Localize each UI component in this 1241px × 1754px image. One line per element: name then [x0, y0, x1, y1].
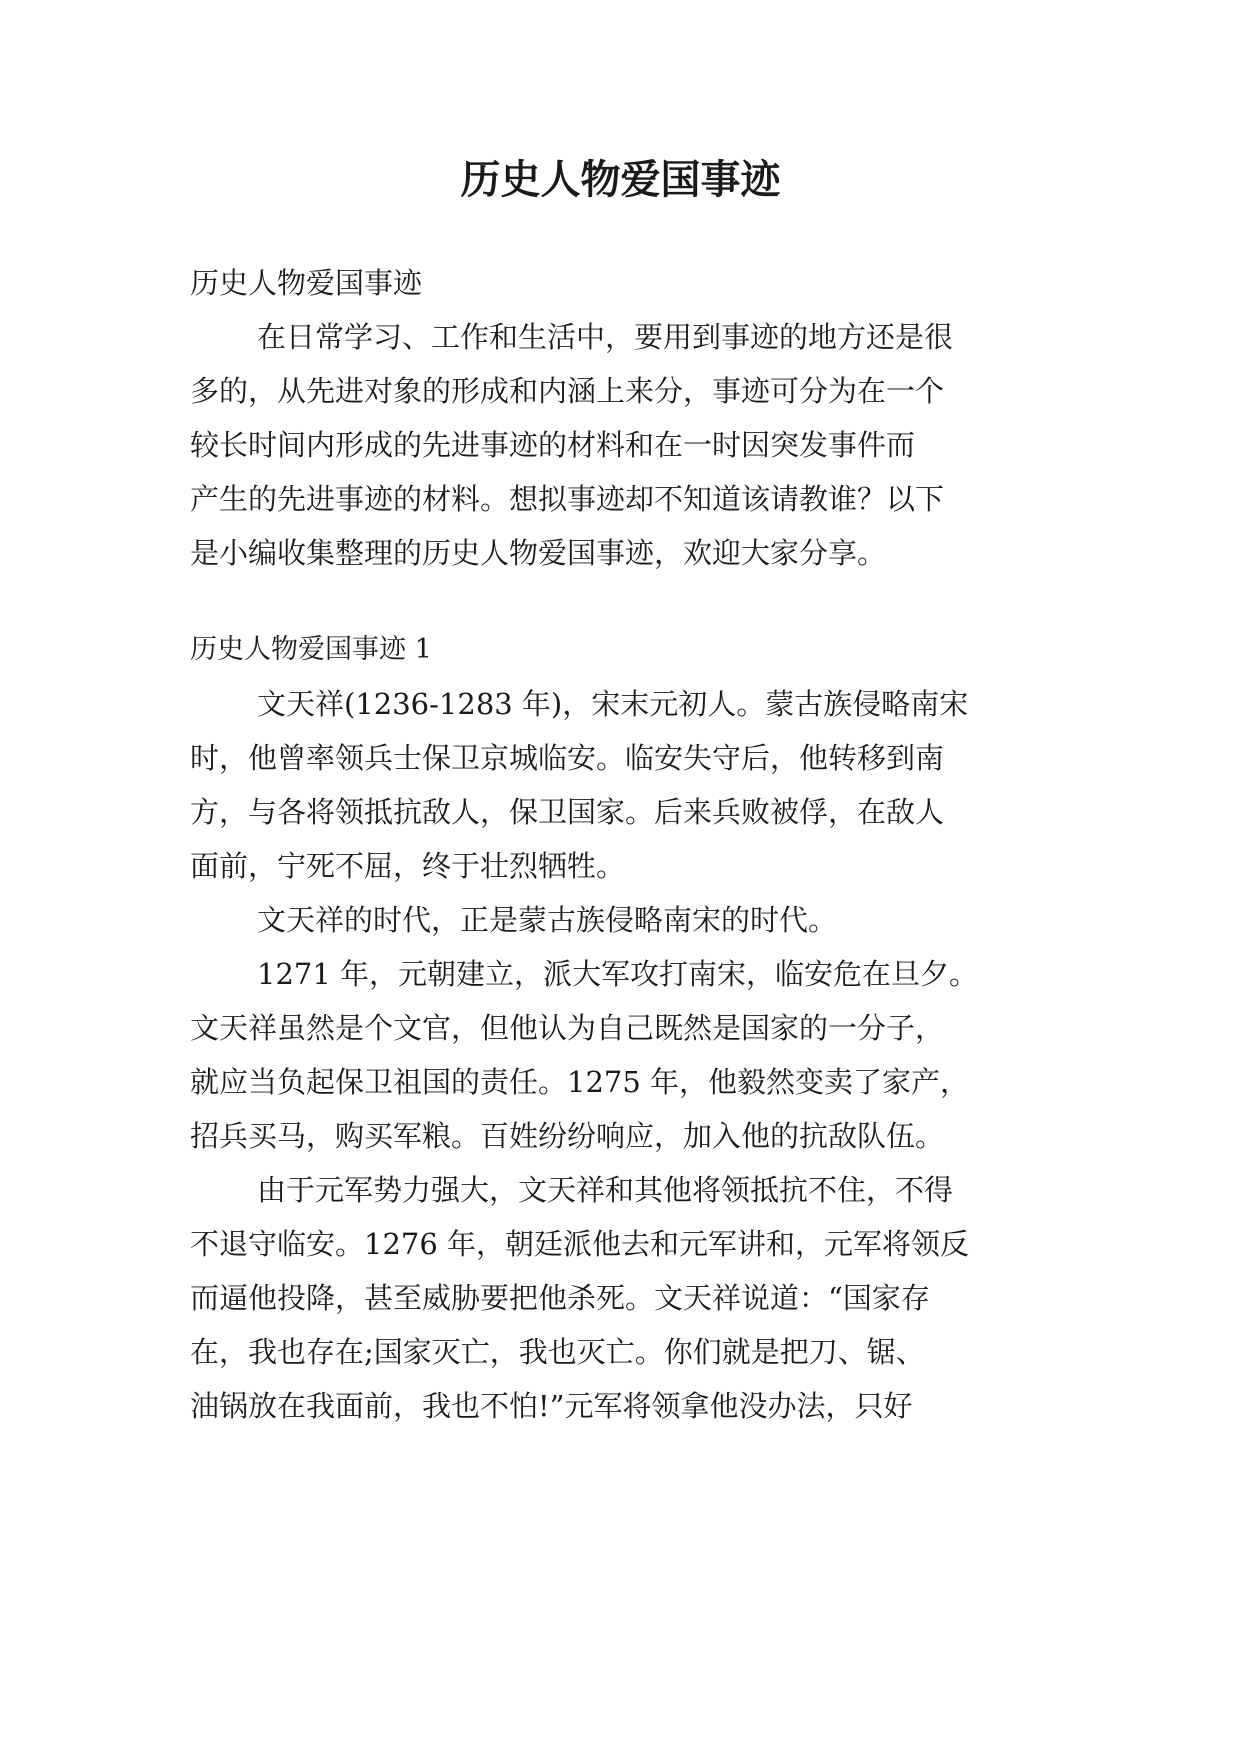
body-line: 不退守临安。1276 年，朝廷派他去和元军讲和，元军将领反: [190, 1227, 970, 1261]
intro-line: 产生的先进事迹的材料。想拟事迹却不知道该请教谁？以下: [190, 482, 945, 516]
body-line: 文天祥(1236-1283 年)，宋末元初人。蒙古族侵略南宋: [257, 687, 969, 721]
body-line: 就应当负起保卫祖国的责任。1275 年，他毅然变卖了家产，: [190, 1065, 970, 1099]
body-line: 在，我也存在;国家灭亡，我也灭亡。你们就是把刀、锯、: [190, 1335, 925, 1369]
body-line: 而逼他投降，甚至威胁要把他杀死。文天祥说道：“国家存: [190, 1281, 930, 1315]
body-line: 文天祥虽然是个文官，但他认为自己既然是国家的一分子，: [190, 1011, 945, 1045]
body-line: 方，与各将领抵抗敌人，保卫国家。后来兵败被俘，在敌人: [190, 795, 945, 829]
section-heading: 历史人物爱国事迹 1: [190, 634, 432, 665]
body-line: 1271 年，元朝建立，派大军攻打南宋，临安危在旦夕。: [257, 957, 979, 991]
intro-line: 多的，从先进对象的形成和内涵上来分，事迹可分为在一个: [190, 374, 945, 408]
body-line: 文天祥的时代，正是蒙古族侵略南宋的时代。: [257, 903, 838, 937]
body-line: 时，他曾率领兵士保卫京城临安。临安失守后，他转移到南: [190, 741, 945, 775]
body-line: 由于元军势力强大，文天祥和其他将领抵抗不住，不得: [257, 1173, 954, 1207]
page-title: 历史人物爱国事迹: [460, 156, 781, 203]
intro-line: 是小编收集整理的历史人物爱国事迹，欢迎大家分享。: [190, 536, 887, 570]
body-line: 面前，宁死不屈，终于壮烈牺牲。: [190, 849, 626, 883]
document-subtitle: 历史人物爱国事迹: [190, 266, 423, 300]
body-line: 油锅放在我面前，我也不怕!”元军将领拿他没办法，只好: [190, 1389, 913, 1423]
intro-line: 较长时间内形成的先进事迹的材料和在一时因突发事件而: [190, 428, 916, 462]
intro-line: 在日常学习、工作和生活中，要用到事迹的地方还是很: [257, 320, 954, 354]
body-line: 招兵买马，购买军粮。百姓纷纷响应，加入他的抗敌队伍。: [190, 1119, 945, 1153]
